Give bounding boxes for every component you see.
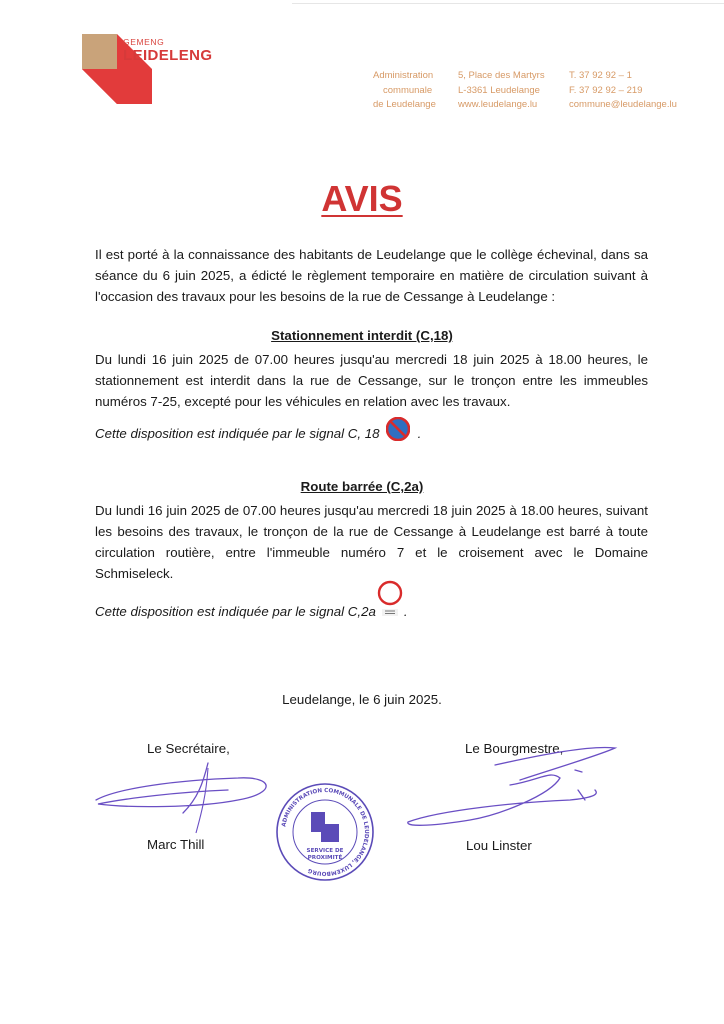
secretary-title: Le Secrétaire, bbox=[147, 741, 230, 756]
header-email-link[interactable]: commune@leudelange.lu bbox=[569, 99, 677, 110]
header-website-link[interactable]: www.leudelange.lu bbox=[458, 99, 538, 110]
sign-note-text: Cette disposition est indiquée par le signal C,2a bbox=[95, 604, 376, 619]
header-address-line: L-3361 Leudelange bbox=[458, 84, 540, 96]
secretary-name: Marc Thill bbox=[147, 837, 205, 852]
header-admin-line: communale bbox=[383, 84, 433, 96]
header-admin-line: de Leudelange bbox=[373, 99, 436, 110]
section-heading-road-closed: Route barrée (C,2a) bbox=[300, 479, 424, 494]
section-heading-parking: Stationnement interdit (C,18) bbox=[271, 328, 453, 343]
stamp-ring-text: ADMINISTRATION COMMUNALE DE LEUDELANGE, LUXEMBOURG bbox=[281, 787, 370, 877]
road-closed-sign-icon bbox=[376, 580, 404, 620]
commune-stamp bbox=[275, 782, 375, 882]
mayor-signature bbox=[400, 740, 630, 835]
header-address-line: 5, Place des Martyrs bbox=[458, 70, 545, 81]
logo-line-2: LEIDELENG bbox=[123, 47, 213, 64]
secretary-signature bbox=[88, 758, 278, 838]
no-parking-sign-icon bbox=[386, 417, 410, 441]
date-line: Leudelange, le 6 juin 2025. bbox=[282, 692, 442, 707]
stamp-line-2: PROXIMITÉ bbox=[307, 855, 343, 861]
sign-note-road-closed bbox=[95, 604, 408, 619]
sign-note-end: . bbox=[403, 604, 408, 619]
top-border-line bbox=[292, 3, 724, 4]
header-admin-line: Administration bbox=[373, 70, 434, 81]
sign-note-parking bbox=[95, 426, 421, 441]
sign-note-end: . bbox=[417, 426, 422, 441]
mayor-title: Le Bourgmestre, bbox=[465, 741, 564, 756]
intro-paragraph: Il est porté à la connaissance des habitants de Leudelange que le collège échevinal, dans sa séance du 6 juin 2025, a édicté le règlement temporaire en matière de circulation suivant à l'occasion des travaux pour les besoins de la rue de Cessange à Leudelange : bbox=[95, 247, 648, 304]
stamp-line-1: SERVICE DE bbox=[306, 848, 344, 854]
stamp-logo-icon bbox=[311, 812, 339, 842]
notice-title: AVIS bbox=[321, 178, 403, 219]
header-contact-block bbox=[569, 69, 677, 113]
header-phone: T. 37 92 92 – 1 bbox=[569, 70, 632, 81]
section-text-road-closed: Du lundi 16 juin 2025 de 07.00 heures jusqu'au mercredi 18 juin 2025 à 18.00 heures, suivant les besoins des travaux, le tronçon de la rue de Cessange à Leudelange est barré à toute circulation routière, entre l'immeuble numéro 7 et le croisement avec le Domaine Schmiseleck. bbox=[95, 503, 648, 581]
commune-logo bbox=[82, 34, 222, 106]
header-fax: F. 37 92 92 – 219 bbox=[569, 84, 643, 96]
logo-line-1: GEMENG bbox=[123, 37, 165, 47]
header-address-block bbox=[458, 69, 545, 113]
header-admin-block bbox=[373, 69, 436, 113]
sign-note-text: Cette disposition est indiquée par le signal C, 18 bbox=[95, 426, 380, 441]
mayor-name: Lou Linster bbox=[466, 838, 532, 853]
section-text-parking: Du lundi 16 juin 2025 de 07.00 heures jusqu'au mercredi 18 juin 2025 à 18.00 heures, le stationnement est interdit dans la rue de Cessange, sur le tronçon entre les immeubles numéros 7-25, excepté pour les véhicules en relation avec les travaux. bbox=[95, 352, 648, 409]
